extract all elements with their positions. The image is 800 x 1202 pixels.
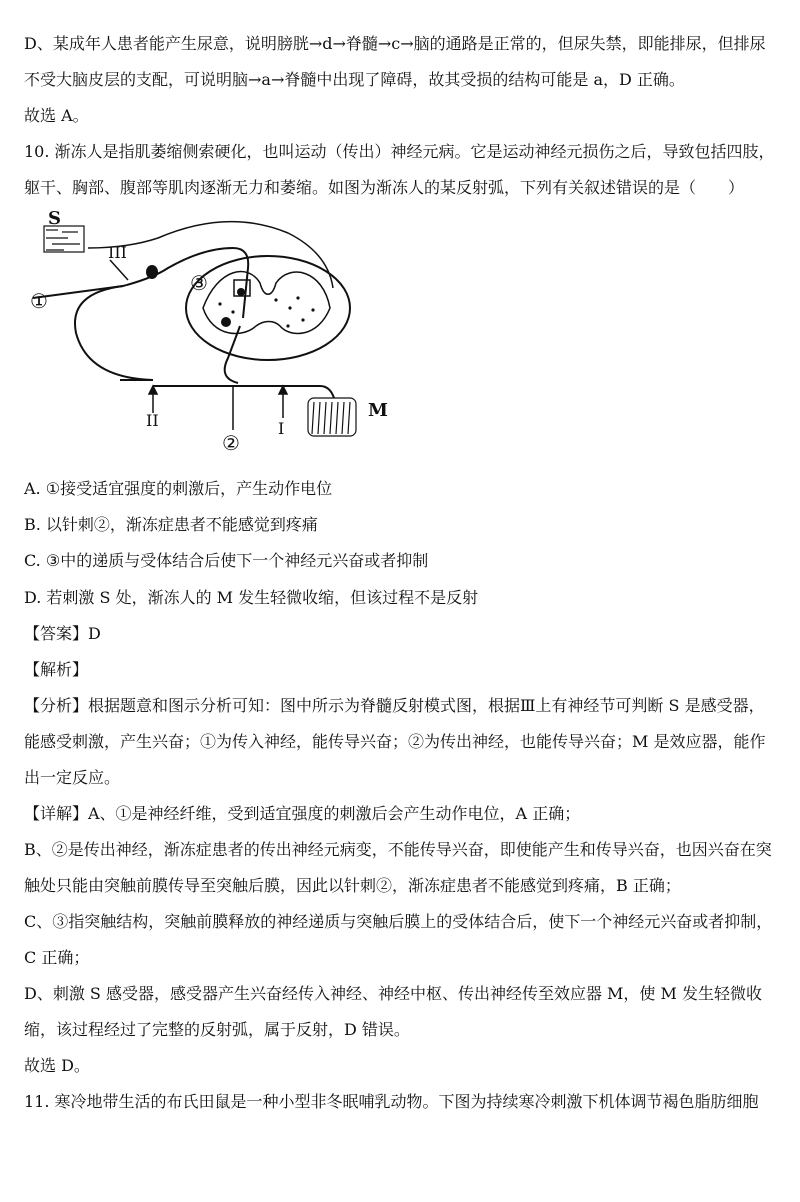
reflex-arc-diagram [28, 208, 398, 458]
muscle-hatch [308, 398, 356, 436]
label-I: I [278, 419, 285, 438]
neuron-body-2 [221, 317, 231, 327]
q10-stem-line-2: 躯干、胸部、腹部等肌肉逐渐无力和萎缩。如图为渐冻人的某反射弧，下列有关叙述错误的是（ ） [24, 178, 745, 197]
analysis-header: 【解析】 [24, 660, 89, 679]
spinal-cord-outline [186, 256, 350, 360]
prev-conclusion: 故选 A。 [24, 106, 89, 125]
prev-d-line-1: D、某成年人患者能产生尿意，说明膀胱→d→脊髓→c→脑的通路是正常的，但尿失禁，即能排尿，但排尿 [24, 34, 766, 53]
option-b: B. 以针刺②，渐冻症患者不能感觉到疼痛 [24, 515, 318, 534]
label-circle-1: ① [30, 289, 48, 313]
fiber-lower [153, 386, 334, 398]
answer: 【答案】D [24, 624, 101, 643]
neuron-body-1 [237, 288, 245, 296]
detail-b: B、②是传出神经，渐冻症患者的传出神经元病变，不能传导兴奋，即使能产生和传导兴奋，也因兴奋在突触处只能由突触前膜传导至突触后膜，因此以针刺②，渐冻症患者不能感觉到疼痛，B 正确； [24, 840, 772, 895]
q11-stem-line-1: 11. 寒冷地带生活的布氏田鼠是一种小型非冬眠哺乳动物。下图为持续寒冷刺激下机体调节褐色脂肪细胞 [24, 1092, 759, 1111]
analysis-fenxi: 【分析】根据题意和图示分析可知：图中所示为脊髓反射模式图，根据Ⅲ上有神经节可判断 S 是感受器，能感受刺激，产生兴奋；①为传入神经，能传导兴奋；②为传出神经，也能传导兴奋；M 是效应器，能作出一定反应。 [24, 696, 766, 787]
detail-d: D、刺激 S 感受器，感受器产生兴奋经传入神经、神经中枢、传出神经传至效应器 M，使 M 发生轻微收缩，该过程经过了完整的反射弧，属于反射，D 错误。 [24, 984, 762, 1039]
afferent-fiber [33, 248, 248, 318]
label-M: M [368, 400, 388, 421]
q10-conclusion: 故选 D。 [24, 1056, 90, 1075]
label-circle-3: ③ [190, 271, 208, 295]
afferent-loop [75, 286, 153, 380]
option-d: D. 若刺激 S 处，渐冻人的 M 发生轻微收缩，但该过程不是反射 [24, 588, 479, 607]
receptor-hatch [44, 226, 84, 252]
detail-a: 【详解】A、①是神经纤维，受到适宜强度的刺激后会产生动作电位，A 正确； [24, 804, 581, 823]
detail-c: C、③指突触结构，突触前膜释放的神经递质与突触后膜上的受体结合后，使下一个神经元兴奋或者抑制，C 正确； [24, 912, 773, 967]
ganglion-dot [146, 265, 158, 279]
prev-d-line-2: 不受大脑皮层的支配，可说明脑→a→脊髓中出现了障碍，故其受损的结构可能是 a，D 正确。 [24, 70, 685, 89]
label-S: S [48, 208, 61, 229]
label-circle-2: ② [222, 431, 240, 455]
q10-stem-line-1: 10. 渐冻人是指肌萎缩侧索硬化，也叫运动（传出）神经元病。它是运动神经元损伤之后，导致包括四肢， [24, 142, 775, 161]
option-a: A. ①接受适宜强度的刺激后，产生动作电位 [24, 479, 333, 498]
label-II: II [146, 411, 159, 430]
option-c: C. ③中的递质与受体结合后使下一个神经元兴奋或者抑制 [24, 551, 429, 570]
label-III: III [108, 243, 127, 262]
pointer-III [110, 260, 128, 280]
